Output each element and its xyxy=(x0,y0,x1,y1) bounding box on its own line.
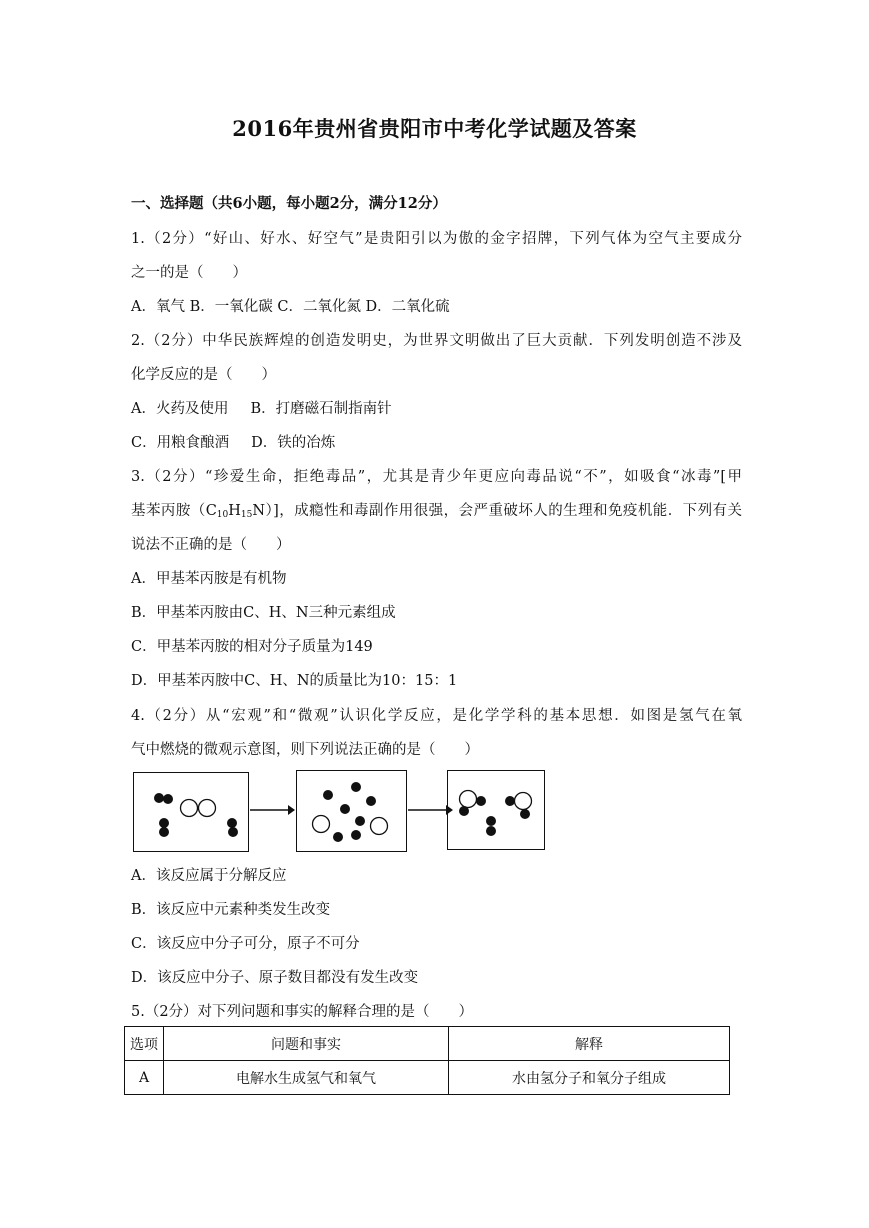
q5-line1: 5.（2分）对下列问题和事实的解释合理的是（ ） xyxy=(131,1004,474,1020)
q4-line2: 气中燃烧的微观示意图，则下列说法正确的是（ ） xyxy=(131,742,479,758)
q2-options-ab xyxy=(131,397,392,418)
table-header-row xyxy=(125,1027,730,1061)
reactant-molecules xyxy=(134,773,250,853)
q2-line1: 2.（2分）中华民族辉煌的创造发明史，为世界文明做出了巨大贡献．下列发明创造不涉及 xyxy=(131,333,742,349)
table-header-cell: 问题和事实 xyxy=(164,1027,449,1061)
q3-line3: 说法不正确的是（ ） xyxy=(131,537,291,553)
q1-line2: 之一的是（ ） xyxy=(131,265,247,281)
q3-option-b: B．甲基苯丙胺由C、H、N三种元素组成 xyxy=(131,605,396,621)
q4-option-a: A．该反应属于分解反应 xyxy=(131,868,287,884)
q1-line1: 1.（2分）“好山、好水、好空气”是贵阳引以为傲的金字招牌，下列气体为空气主要成分 xyxy=(131,231,742,247)
q2-option-b: B．打磨磁石制指南针 xyxy=(250,401,392,417)
q4-option-d: D．该反应中分子、原子数目都没有发生改变 xyxy=(131,970,419,986)
q1-options: A．氧气 B．一氧化碳 C．二氧化氮 D．二氧化硫 xyxy=(131,299,450,315)
q2-option-d: D．铁的冶炼 xyxy=(251,435,336,451)
table-header-cell: 解释 xyxy=(449,1027,730,1061)
section-heading: 一、选择题（共6小题，每小题2分，满分12分） xyxy=(131,195,447,212)
table-row xyxy=(125,1061,730,1095)
table-header-cell: 选项 xyxy=(125,1027,164,1061)
q3-line1: 3.（2分）“珍爱生命，拒绝毒品”，尤其是青少年更应向毒品说“不”，如吸食“冰毒”[甲 xyxy=(131,469,742,485)
products-box xyxy=(447,770,545,850)
q2-option-c: C．用粮食酿酒 xyxy=(131,435,230,451)
intermediate-box xyxy=(296,770,407,852)
arrow-icon xyxy=(250,802,295,818)
q5-table xyxy=(124,1026,730,1095)
intermediate-atoms xyxy=(297,771,408,853)
page-title: 2016年贵州省贵阳市中考化学试题及答案 xyxy=(232,116,637,141)
q2-option-a: A．火药及使用 xyxy=(131,401,229,417)
q3-option-d: D．甲基苯丙胺中C、H、N的质量比为10：15：1 xyxy=(131,673,458,689)
product-molecules xyxy=(448,771,546,851)
q4-option-c: C．该反应中分子可分，原子不可分 xyxy=(131,936,360,952)
table-cell: 水由氢分子和氧分子组成 xyxy=(449,1061,730,1095)
table-cell: A xyxy=(125,1061,164,1095)
q2-line2: 化学反应的是（ ） xyxy=(131,367,276,383)
q4-line1: 4.（2分）从“宏观”和“微观”认识化学反应，是化学学科的基本思想．如图是氢气在氧 xyxy=(131,708,742,724)
q3-line2: 基苯丙胺$(C_{10}H_{15}N)$]，成瘾性和毒副作用很强，会严重破坏人的生理和免疫机能．下列有关 xyxy=(131,503,742,520)
table-cell: 电解水生成氢气和氧气 xyxy=(164,1061,449,1095)
q4-option-b: B．该反应中元素种类发生改变 xyxy=(131,902,331,918)
q3-option-a: A．甲基苯丙胺是有机物 xyxy=(131,571,287,587)
q2-options-cd xyxy=(131,431,335,452)
reactants-box xyxy=(133,772,249,852)
q3-option-c: C．甲基苯丙胺的相对分子质量为149 xyxy=(131,639,373,655)
